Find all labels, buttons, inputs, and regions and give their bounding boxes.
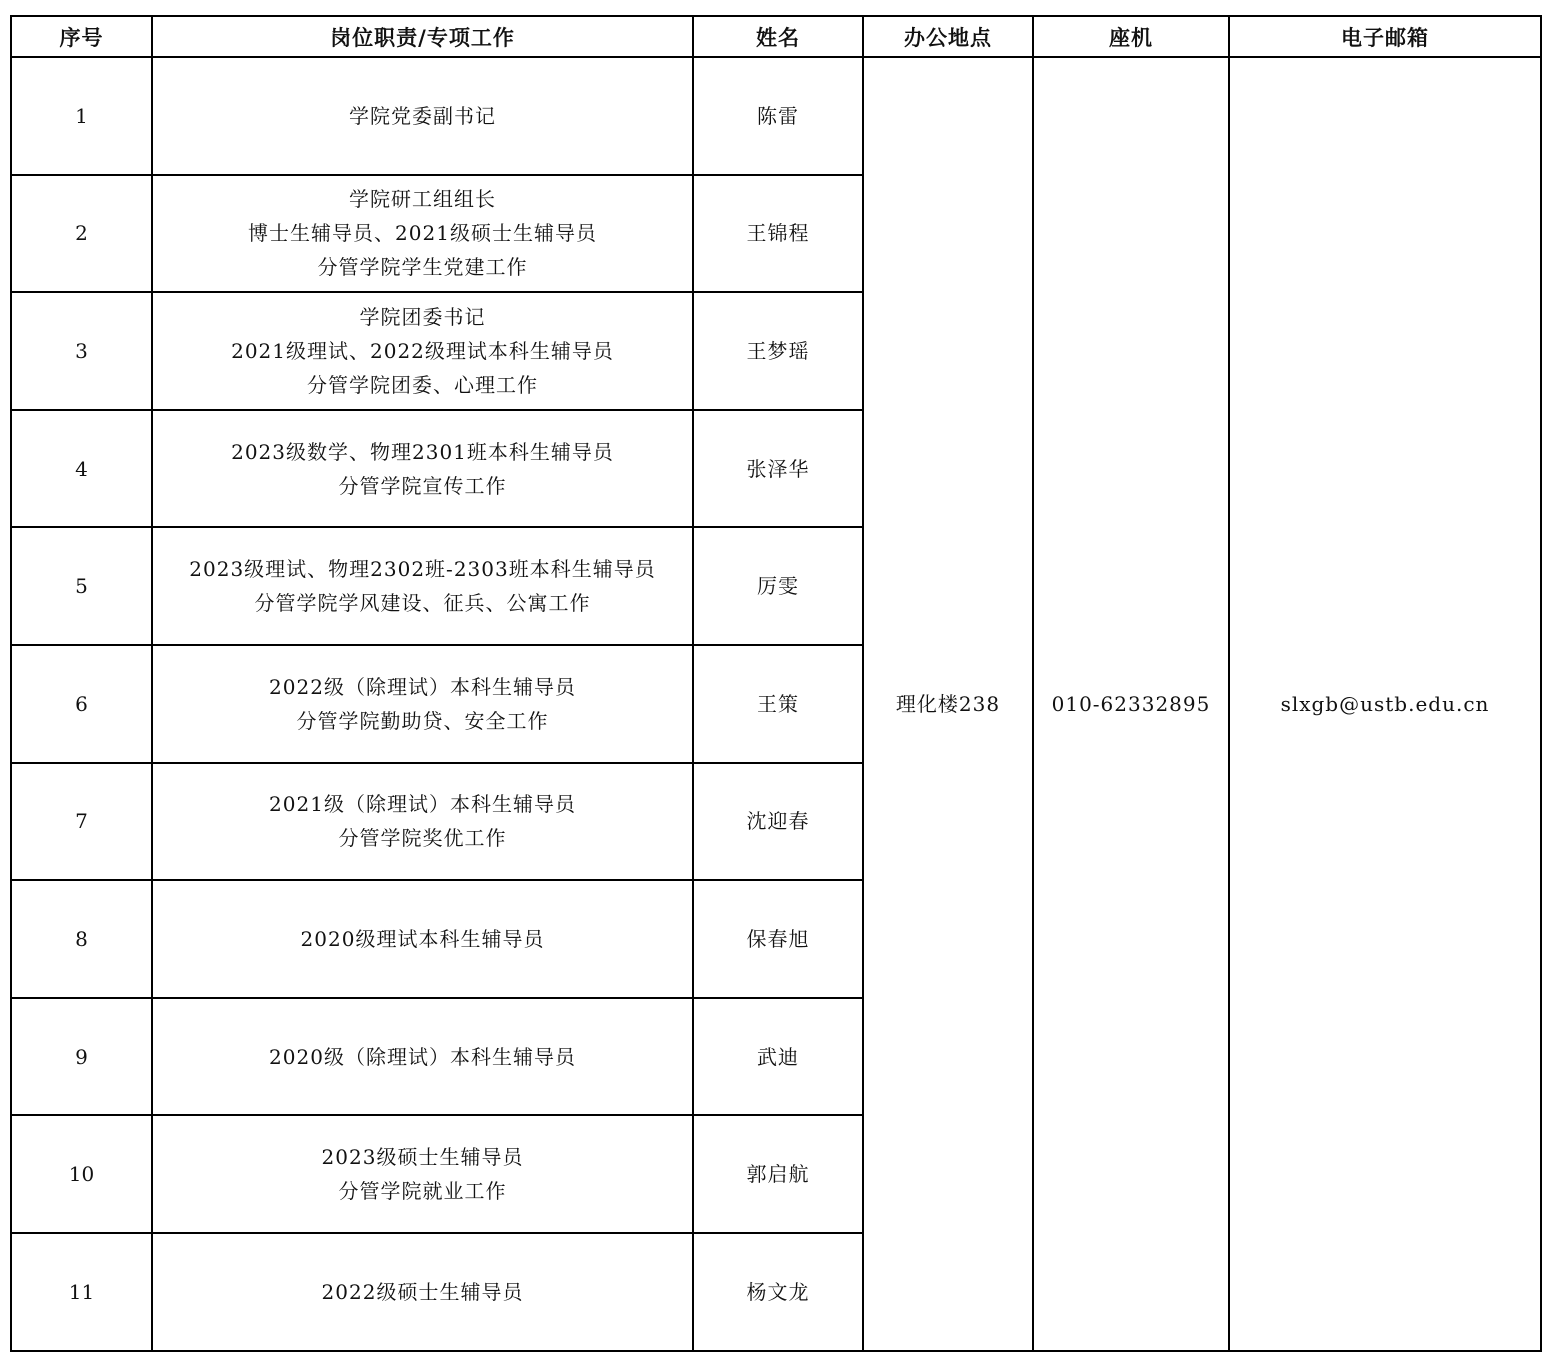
- table-row: [11, 57, 1541, 175]
- row-name-cell: 厉雯: [693, 527, 863, 645]
- row-duty-cell: [152, 998, 693, 1116]
- duty-line: 分管学院宣传工作: [338, 473, 507, 498]
- row-duty-cell: [152, 1233, 693, 1351]
- table-header: [11, 16, 1541, 57]
- header-name: 姓名: [693, 16, 863, 57]
- row-duty-cell: [152, 880, 693, 998]
- row-index-cell: 7: [11, 763, 152, 881]
- counselor-table: [10, 15, 1542, 1352]
- duty-line: 博士生辅导员、2021级硕士生辅导员: [248, 221, 597, 246]
- header-duty: 岗位职责/专项工作: [152, 16, 693, 57]
- row-name-cell: 陈雷: [693, 57, 863, 175]
- duty-line: 2021级（除理试）本科生辅导员: [269, 792, 576, 817]
- table-body: [11, 57, 1541, 1351]
- row-duty-cell: [152, 763, 693, 881]
- row-index-cell: 4: [11, 410, 152, 528]
- row-name-cell: 王策: [693, 645, 863, 763]
- duty-line: 分管学院勤助贷、安全工作: [296, 708, 549, 733]
- row-duty-cell: [152, 292, 693, 410]
- header-phone: 座机: [1033, 16, 1229, 57]
- duty-line: 2023级硕士生辅导员: [321, 1145, 524, 1170]
- row-name-cell: 王锦程: [693, 175, 863, 293]
- row-duty-cell: [152, 645, 693, 763]
- duty-line: 2020级（除理试）本科生辅导员: [269, 1044, 576, 1069]
- row-duty-cell: [152, 527, 693, 645]
- row-index-cell: 5: [11, 527, 152, 645]
- duty-line: 分管学院学生党建工作: [317, 255, 528, 280]
- row-name-cell: 保春旭: [693, 880, 863, 998]
- row-duty-cell: [152, 1115, 693, 1233]
- email-cell: slxgb@ustb.edu.cn: [1229, 57, 1541, 1351]
- header-office: 办公地点: [863, 16, 1033, 57]
- row-name-cell: 武迪: [693, 998, 863, 1116]
- row-index-cell: 9: [11, 998, 152, 1116]
- row-duty-cell: [152, 57, 693, 175]
- phone-cell: 010-62332895: [1033, 57, 1229, 1351]
- row-name-cell: 沈迎春: [693, 763, 863, 881]
- row-duty-cell: [152, 175, 693, 293]
- duty-line: 2022级（除理试）本科生辅导员: [269, 674, 576, 699]
- row-index-cell: 1: [11, 57, 152, 175]
- header-index: 序号: [11, 16, 152, 57]
- duty-line: 学院团委书记: [359, 304, 486, 329]
- duty-line: 2021级理试、2022级理试本科生辅导员: [231, 338, 614, 363]
- duty-line: 学院研工组组长: [349, 187, 496, 212]
- header-row: [11, 16, 1541, 57]
- duty-line: 学院党委副书记: [349, 103, 496, 128]
- duty-line: 2022级硕士生辅导员: [321, 1279, 524, 1304]
- row-name-cell: 王梦瑶: [693, 292, 863, 410]
- row-index-cell: 3: [11, 292, 152, 410]
- row-index-cell: 8: [11, 880, 152, 998]
- duty-line: 2023级数学、物理2301班本科生辅导员: [231, 439, 614, 464]
- duty-line: 2020级理试本科生辅导员: [300, 926, 545, 951]
- office-cell: 理化楼238: [863, 57, 1033, 1351]
- duty-line: 分管学院团委、心理工作: [307, 372, 538, 397]
- row-duty-cell: [152, 410, 693, 528]
- duty-line: 2023级理试、物理2302班-2303班本科生辅导员: [189, 557, 656, 582]
- row-name-cell: 郭启航: [693, 1115, 863, 1233]
- row-index-cell: 11: [11, 1233, 152, 1351]
- row-index-cell: 2: [11, 175, 152, 293]
- row-index-cell: 6: [11, 645, 152, 763]
- duty-line: 分管学院奖优工作: [338, 826, 507, 851]
- row-index-cell: 10: [11, 1115, 152, 1233]
- duty-line: 分管学院学风建设、征兵、公寓工作: [254, 591, 591, 616]
- duty-line: 分管学院就业工作: [338, 1179, 507, 1204]
- header-email: 电子邮箱: [1229, 16, 1541, 57]
- row-name-cell: 杨文龙: [693, 1233, 863, 1351]
- row-name-cell: 张泽华: [693, 410, 863, 528]
